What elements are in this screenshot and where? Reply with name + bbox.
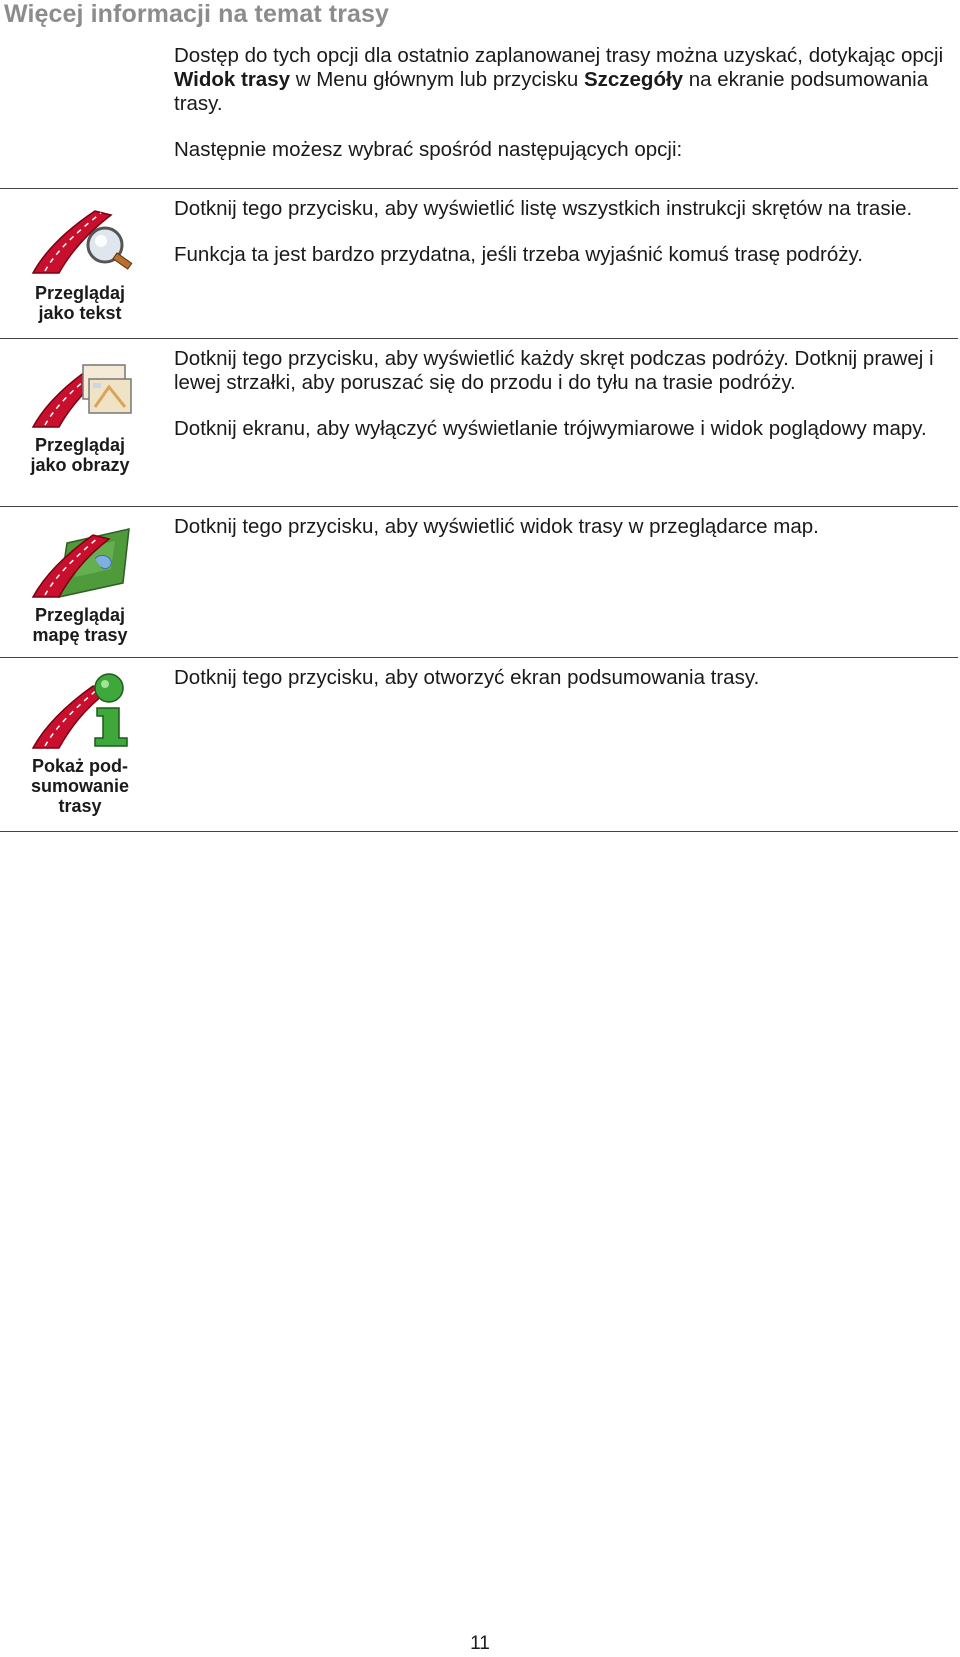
option-description-text: Dotknij tego przycisku, aby otworzyć ekran podsumowania trasy.	[174, 666, 760, 689]
option-description-text: Dotknij tego przycisku, aby wyświetlić widok trasy w przeglądarce map.	[174, 515, 819, 538]
option-row-images	[0, 338, 958, 506]
page-number: 11	[470, 1633, 490, 1654]
option-description	[174, 189, 944, 267]
option-description	[174, 507, 944, 539]
option-label: Pokaż pod- sumowanie trasy	[30, 756, 130, 816]
option-label: Przeglądaj jako tekst	[34, 283, 126, 323]
option-row-summary	[0, 657, 958, 832]
option-description-text: Dotknij ekranu, aby wyłączyć wyświetlanie trójwymiarowe i widok poglądowy mapy.	[174, 417, 927, 440]
options-table	[0, 188, 958, 832]
option-label: Przeglądaj mapę trasy	[32, 605, 128, 645]
route-map-icon[interactable]	[0, 523, 160, 599]
route-images-icon[interactable]	[0, 357, 160, 429]
intro-section	[174, 44, 944, 184]
option-description	[174, 658, 944, 690]
option-row-map	[0, 506, 958, 657]
option-description-text: Dotknij tego przycisku, aby wyświetlić każdy skręt podczas podróży. Dotknij prawej i lewej strzałki, aby poruszać się do przodu i do tyłu na trasie podróży.	[174, 347, 934, 394]
route-text-magnifier-icon[interactable]	[0, 201, 160, 277]
option-row-text	[0, 188, 958, 338]
route-summary-info-icon[interactable]	[0, 672, 160, 750]
option-description	[174, 339, 944, 441]
intro-paragraph: Dostęp do tych opcji dla ostatnio zaplanowanej trasy można uzyskać, dotykając opcji Widok trasy w Menu głównym lub przycisku Szczegóły na ekranie podsumowania trasy.	[174, 44, 944, 115]
option-description-text: Dotknij tego przycisku, aby wyświetlić listę wszystkich instrukcji skrętów na trasie.	[174, 197, 913, 220]
intro-options-lead: Następnie możesz wybrać spośród następujących opcji:	[174, 138, 683, 161]
page-title: Więcej informacji na temat trasy	[4, 0, 390, 28]
option-description-text: Funkcja ta jest bardzo przydatna, jeśli trzeba wyjaśnić komuś trasę podróży.	[174, 243, 863, 266]
option-label: Przeglądaj jako obrazy	[30, 435, 130, 475]
